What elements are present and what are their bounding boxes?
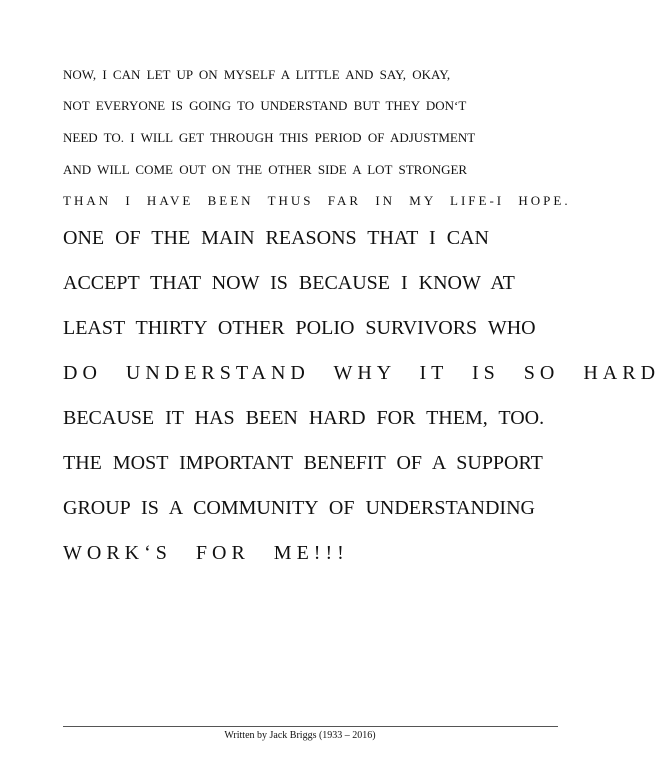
footer-credit: Written by Jack Briggs (1933 – 2016) — [224, 730, 376, 741]
footer-divider — [63, 726, 558, 727]
text-line-8: LEAST THIRTY OTHER POLIO SURVIVORS WHO — [63, 317, 536, 339]
text-line-13: WORK‘S FOR ME!!! — [63, 542, 349, 564]
text-line-3: NEED TO. I WILL GET THROUGH THIS PERIOD OF ADJUSTMENT — [63, 130, 476, 145]
text-line-6: ONE OF THE MAIN REASONS THAT I CAN — [63, 227, 489, 249]
text-line-1: NOW, I CAN LET UP ON MYSELF A LITTLE AND SAY, OKAY, — [63, 67, 451, 82]
text-line-2: NOT EVERYONE IS GOING TO UNDERSTAND BUT THEY DON‘T — [63, 98, 467, 113]
text-line-12: GROUP IS A COMMUNITY OF UNDERSTANDING — [63, 497, 535, 519]
text-line-4: AND WILL COME OUT ON THE OTHER SIDE A LOT STRONGER — [63, 162, 468, 177]
text-line-7: ACCEPT THAT NOW IS BECAUSE I KNOW AT — [63, 272, 515, 294]
text-line-11: THE MOST IMPORTANT BENEFIT OF A SUPPORT — [63, 452, 543, 474]
text-line-10: BECAUSE IT HAS BEEN HARD FOR THEM, TOO. — [63, 407, 545, 429]
text-line-5: THAN I HAVE BEEN THUS FAR IN MY LIFE-I HOPE. — [63, 193, 571, 208]
text-line-9: DO UNDERSTAND WHY IT IS SO HARD — [63, 362, 660, 384]
